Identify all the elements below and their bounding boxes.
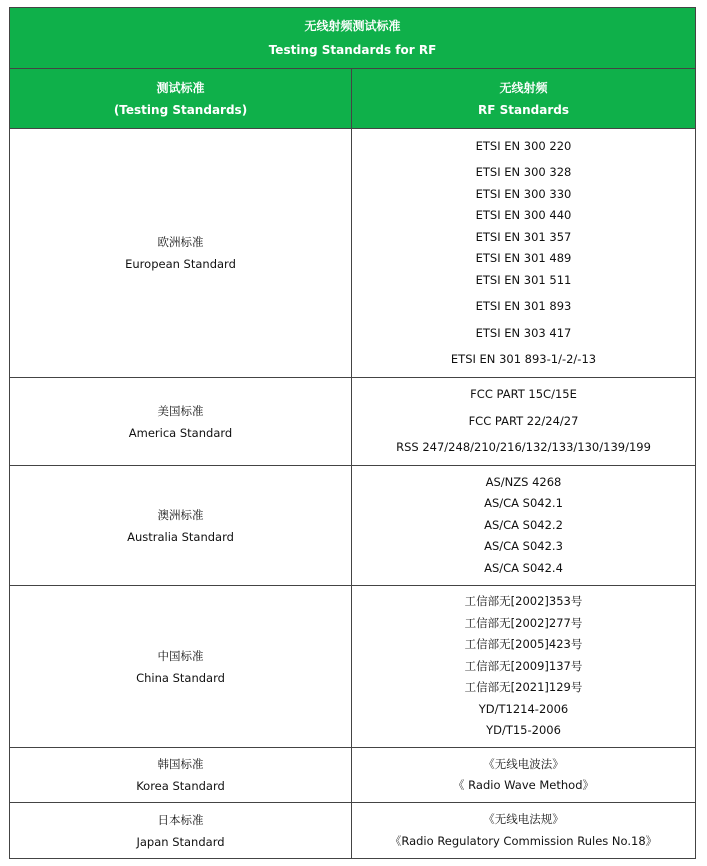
standards-cell (352, 803, 696, 859)
standard-item: 工信部无[2002]353号 (464, 594, 583, 609)
standard-item: ETSI EN 300 220 (475, 138, 572, 153)
region-zh: 欧洲标准 (157, 235, 204, 249)
standard-item: ETSI EN 301 893-1/-2/-13 (450, 352, 597, 366)
region-en: America Standard (128, 425, 233, 440)
table-row-america (10, 378, 696, 466)
standard-item: YD/T1214-2006 (478, 701, 569, 716)
header-left-en: (Testing Standards) (113, 102, 248, 117)
standard-item: 《无线电法规》 (483, 812, 564, 826)
standards-cell (352, 586, 696, 748)
header-testing-standards (10, 69, 352, 129)
region-zh: 韩国标准 (157, 757, 204, 771)
standard-item: ETSI EN 301 357 (475, 229, 572, 244)
table-row-europe (10, 129, 696, 378)
header-row (10, 69, 696, 129)
region-en: Australia Standard (127, 529, 234, 544)
table-title-zh: 无线射频测试标准 (304, 19, 401, 33)
title-row (10, 8, 696, 69)
table-title-en: Testing Standards for RF (268, 43, 437, 57)
standard-item: ETSI EN 301 893 (475, 299, 572, 313)
standard-item: 《Radio Regulatory Commission Rules No.18》 (389, 833, 658, 848)
standard-item: RSS 247/248/210/216/132/133/130/139/199 (396, 440, 651, 455)
standard-item: AS/CA S042.4 (484, 560, 563, 575)
region-en: Korea Standard (136, 779, 225, 793)
region-zh: 中国标准 (157, 648, 204, 663)
standard-item: 《 Radio Wave Method》 (453, 778, 594, 792)
table-title (10, 8, 696, 69)
standard-item: AS/NZS 4268 (485, 474, 562, 489)
standard-item: 工信部无[2002]277号 (464, 615, 583, 630)
header-right-zh: 无线射频 (499, 80, 548, 95)
region-en: China Standard (136, 670, 225, 685)
header-rf-standards (352, 69, 696, 129)
standards-cell (352, 748, 696, 803)
table-row-australia (10, 466, 696, 586)
region-cell (10, 378, 352, 466)
standard-item: 工信部无[2009]137号 (464, 658, 583, 673)
standards-cell (352, 466, 696, 586)
standard-item: 工信部无[2005]423号 (464, 637, 583, 652)
standard-item: ETSI EN 301 489 (475, 251, 572, 265)
standard-item: ETSI EN 300 440 (475, 208, 572, 222)
standard-item: FCC PART 15C/15E (470, 387, 577, 402)
standard-item: AS/CA S042.2 (484, 517, 563, 532)
header-right-en: RF Standards (478, 102, 569, 117)
region-cell (10, 748, 352, 803)
region-zh: 澳洲标准 (157, 507, 204, 522)
standard-item: ETSI EN 301 511 (475, 272, 572, 287)
region-cell (10, 586, 352, 748)
standards-cell (352, 129, 696, 378)
standard-item: YD/T15-2006 (486, 723, 561, 738)
table-row-korea (10, 748, 696, 803)
standard-item: 《无线电波法》 (483, 756, 564, 771)
rf-standards-table-wrapper (9, 7, 695, 859)
rf-standards-table (9, 7, 696, 859)
region-en: European Standard (125, 257, 236, 271)
region-cell (10, 803, 352, 859)
standard-item: FCC PART 22/24/27 (468, 413, 579, 428)
region-zh: 美国标准 (157, 403, 204, 418)
region-cell (10, 466, 352, 586)
standard-item: AS/CA S042.1 (484, 496, 563, 511)
standard-item: ETSI EN 300 328 (475, 165, 572, 179)
standard-item: ETSI EN 300 330 (475, 186, 572, 201)
region-en: Japan Standard (136, 834, 225, 849)
standard-item: 工信部无[2021]129号 (464, 680, 583, 695)
region-cell (10, 129, 352, 378)
table-row-china (10, 586, 696, 748)
standard-item: AS/CA S042.3 (484, 539, 563, 554)
standards-cell (352, 378, 696, 466)
region-zh: 日本标准 (157, 812, 204, 827)
table-row-japan (10, 803, 696, 859)
header-left-zh: 测试标准 (156, 80, 205, 95)
standard-item: ETSI EN 303 417 (475, 325, 572, 340)
